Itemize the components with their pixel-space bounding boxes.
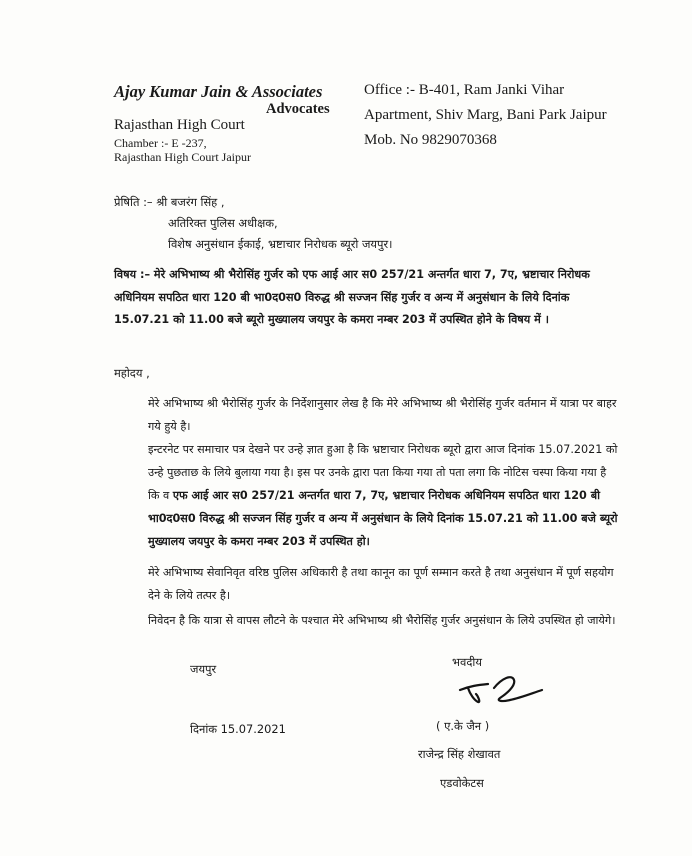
- office-address-line2: Apartment, Shiv Marg, Bani Park Jaipur: [364, 107, 607, 123]
- body-paragraph-2-text: इन्टरनेट पर समाचार पत्र देखने पर उन्हे ज्ञात हुआ है कि भ्रष्टाचार निरोधक ब्यूरो द्वारा आज दिनांक 15.07.2021 को उन्हे पुछताछ के लिये बुलाया गया है। इस पर उनके द्वारा पता किया गया तो पता लगा कि नोटिस चस्पा किया गया है कि व: [148, 443, 618, 502]
- mobile-number: Mob. No 9829070368: [364, 132, 497, 148]
- court-name: Rajasthan High Court: [114, 117, 245, 133]
- signatory-name: ( ए.के जैन ): [436, 719, 490, 733]
- signature: [448, 672, 558, 712]
- body-paragraph-4: निवेदन है कि यात्रा से वापस लौटने के पश्चात मेरे अभिभाष्य श्री भैरोसिंह गुर्जर अनुसंधान के लिये उपस्थित हो जायेगे।: [148, 614, 616, 627]
- firm-designation: Advocates: [266, 101, 330, 117]
- recipient-designation: अतिरिक्त पुलिस अधीक्षक,: [168, 216, 278, 230]
- court-city-line: Rajasthan High Court Jaipur: [114, 150, 251, 164]
- letter-date: दिनांक 15.07.2021: [190, 722, 286, 736]
- salutation: महोदय ,: [114, 366, 150, 380]
- office-address-line1: Office :- B-401, Ram Janki Vihar: [364, 82, 565, 98]
- body-paragraph-1: मेरे अभिभाष्य श्री भैरोसिंह गुर्जर के निर्देशानुसार लेख है कि मेरे अभिभाष्य श्री भैरोसिंह गुर्जर वर्तमान में यात्रा पर बाहर गये हुये है।: [148, 397, 617, 433]
- subject-paragraph: विषय :– मेरे अभिभाष्य श्री भैरोसिंह गुर्जर को एफ आई आर स0 257/21 अन्तर्गत धारा 7, 7ए, भ्रष्टाचार निरोधक अधिनियम सपठित धारा 120 बी भा0द0स0 विरुद्ध श्री सज्जन सिंह गुर्जर व अन्य में अनुसंधान के लिये दिनांक 15.07.21 को 11.00 बजे ब्यूरो मुख्यालय जयपुर के कमरा नम्बर 203 में उपस्थित होने के विषय में ।: [114, 268, 590, 326]
- chamber-line: Chamber :- E -237,: [114, 136, 207, 150]
- second-signatory-name: राजेन्द्र सिंह शेखावत: [418, 747, 501, 761]
- signatory-title: एडवोकेटस: [440, 776, 484, 790]
- firm-name: Ajay Kumar Jain & Associates: [114, 82, 323, 101]
- recipient-office: विशेष अनुसंधान ईकाई, भ्रष्टाचार निरोधक ब्यूरो जयपुर।: [168, 237, 393, 251]
- chamber-address: [114, 136, 251, 164]
- body-paragraph-3: मेरे अभिभाष्य सेवानिवृत वरिष्ठ पुलिस अधिकारी है तथा कानून का पूर्ण सम्मान करते है तथा अनुसंधान में पूर्ण सहयोग देने के लिये तत्पर है।: [148, 566, 614, 602]
- body-paragraph-2-bold: एफ आई आर स0 257/21 अन्तर्गत धारा 7, 7ए, भ्रष्टाचार निरोधक अधिनियम सपठित धारा 120 बी भा0द0स0 विरुद्ध श्री सज्जन सिंह गुर्जर व अन्य में अनुसंधान के लिये दिनांक 15.07.21 को 11.00 बजे ब्यूरो मुख्यालय जयपुर के कमरा नम्बर 203 में उपस्थित हो।: [148, 489, 618, 548]
- recipient-label: प्रेषिति :– श्री बजरंग सिंह ,: [114, 195, 225, 209]
- body-paragraph-2: [148, 438, 618, 553]
- place: जयपुर: [190, 662, 217, 676]
- closing: भवदीय: [452, 655, 482, 669]
